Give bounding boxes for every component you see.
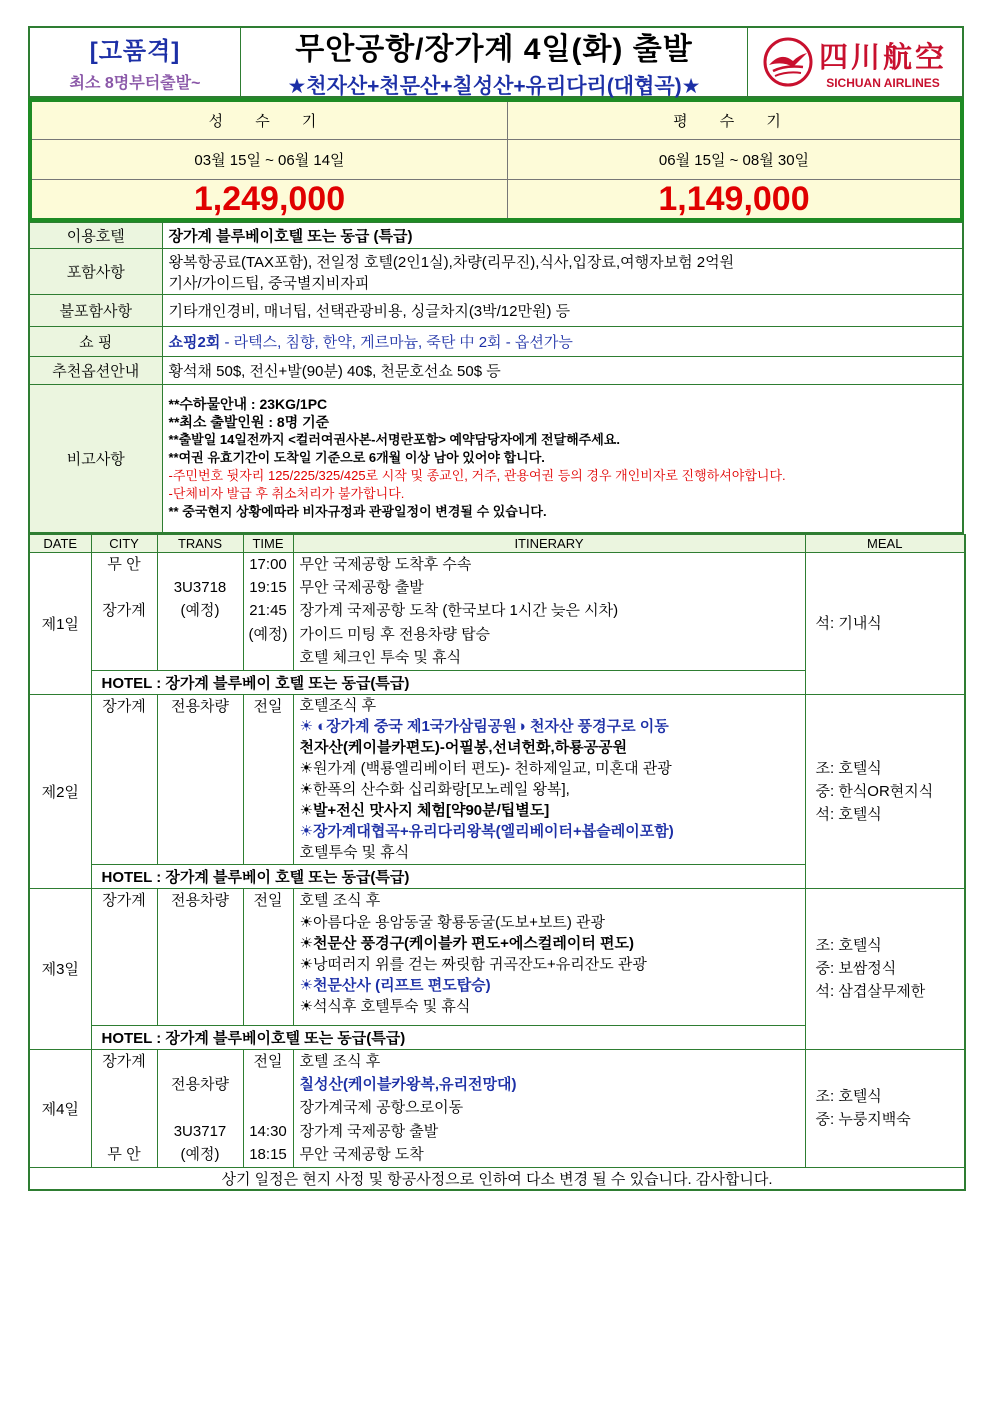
shopping-count: 쇼핑2회	[168, 334, 221, 351]
col-date: DATE	[29, 534, 91, 552]
day4-city-line: 장가계	[102, 1052, 146, 1070]
peak-season-price-cell	[32, 180, 508, 218]
day2-itinerary-line: 호텔조식 후	[299, 696, 377, 714]
day4-meal-line: 조: 호텔식	[815, 1088, 882, 1106]
day3-itinerary	[293, 888, 805, 1025]
brochure-header	[28, 26, 964, 98]
day2-itinerary-line: 천자산(케이블카편도)-어필봉,선녀헌화,하룡공공원	[299, 738, 628, 756]
shopping-label: 쇼 핑	[29, 327, 162, 357]
hotel-value: 장가계 블루베이호텔 또는 동급 (특급)	[162, 223, 963, 249]
off-season-price: 1,149,000	[658, 179, 810, 218]
notes-label: 비고사항	[29, 385, 162, 533]
premium-badge: [고품격]	[89, 38, 181, 65]
shopping-value	[162, 327, 963, 357]
sichuan-airlines-bird-icon	[763, 37, 813, 87]
day3-trans-line: 전용차량	[171, 891, 229, 909]
included-label: 포함사항	[29, 249, 162, 295]
off-season-period: 06월 15일 ~ 08월 30일	[508, 140, 960, 180]
peak-season-label-text: 성 수 기	[208, 113, 331, 130]
tour-title: 무안공항/장가계 4일(화) 출발	[295, 33, 693, 66]
day4-trans	[157, 1049, 243, 1167]
day3-itinerary-line: ☀아름다운 용암동굴 황룡동굴(도보+보트) 관광	[299, 913, 606, 931]
day4-time-line: 18:15	[249, 1146, 287, 1164]
day1-trans-line	[158, 553, 243, 576]
day3-city	[91, 888, 157, 1025]
excluded-row	[29, 295, 963, 327]
day1-itinerary-line: 호텔 체크인 투숙 및 휴식	[299, 649, 462, 667]
notes-row	[29, 385, 963, 533]
day1-meal	[805, 552, 965, 694]
day1-hotel: HOTEL : 장가계 블루베이 호텔 또는 동급(특급)	[91, 670, 805, 694]
day3-time-line: 전일	[253, 891, 283, 909]
day1-city-line: 무 안	[107, 555, 141, 573]
day4-meal-line: 중: 누룽지백숙	[815, 1111, 911, 1129]
day2-itinerary-line: ☀원가계 (백룡엘리베이터 편도)- 천하제일교, 미혼대 관광	[299, 759, 672, 777]
airline-name-en: SICHUAN AIRLINES	[826, 75, 940, 90]
day2-row	[29, 694, 965, 864]
day1-time-line: 19:15	[249, 578, 287, 596]
day4-city-line	[92, 1096, 157, 1119]
shopping-row	[29, 327, 963, 357]
day4-trans-line	[158, 1050, 243, 1073]
day2-city	[91, 694, 157, 864]
options-label: 추천옵션안내	[29, 357, 162, 385]
day3-itinerary-line: ☀천문산사 (리프트 편도탑승)	[299, 976, 491, 994]
peak-season-period: 03월 15일 ~ 06월 14일	[32, 140, 508, 180]
day2-itinerary-line: 호텔투숙 및 휴식	[299, 843, 410, 861]
day2-time-line: 전일	[253, 697, 283, 715]
footer-row	[29, 1167, 965, 1190]
day1-trans-line: 3U3718	[173, 578, 227, 596]
col-time: TIME	[243, 534, 293, 552]
options-row	[29, 357, 963, 385]
day1-city	[91, 552, 157, 670]
day1-itinerary-line: 무안 국제공항 도착후 수속	[299, 555, 472, 573]
day3-itinerary-line: 호텔 조식 후	[299, 891, 381, 909]
day4-label: 제4일	[29, 1049, 91, 1167]
day1-itinerary-line: 장가계 국제공항 도착 (한국보다 1시간 늦은 시차)	[299, 602, 619, 620]
day1-itinerary-line: 무안 국제공항 출발	[299, 578, 424, 596]
day4-trans-line	[158, 1096, 243, 1119]
off-season-label-text: 평 수 기	[673, 113, 795, 130]
day3-hotel: HOTEL : 장가계 블루베이호텔 또는 동급(특급)	[91, 1025, 805, 1049]
options-value: 황석채 50$, 전신+발(90분) 40$, 천문호선쇼 50$ 등	[162, 357, 963, 385]
price-table	[28, 98, 964, 222]
tour-info-table	[28, 222, 964, 534]
day2-meal-line: 조: 호텔식	[815, 759, 882, 777]
note-passport-validity: **여권 유효기간이 도착일 기준으로 6개월 이상 남아 있어야 합니다.	[168, 450, 545, 466]
excluded-value: 기타개인경비, 매너팁, 선택관광비용, 싱글차지(3박/12만원) 등	[162, 295, 963, 327]
day3-city-line: 장가계	[102, 891, 146, 909]
note-baggage: **수하물안내 : 23KG/1PC	[168, 396, 328, 413]
note-individual-visa: -주민번호 뒷자리 125/225/325/425로 시작 및 종교인, 거주, 관용여권 등의 경우 개인비자로 진행하셔야합니다.	[168, 468, 786, 484]
included-value	[162, 249, 963, 295]
day4-city	[91, 1049, 157, 1167]
airline-name-cn: 四川航空	[818, 39, 947, 74]
col-city: CITY	[91, 534, 157, 552]
day2-trans	[157, 694, 243, 864]
day1-time-line: (예정)	[248, 625, 288, 643]
day1-label: 제1일	[29, 552, 91, 694]
day4-itinerary-line: 장가계국제 공항으로이동	[299, 1099, 464, 1117]
day1-time-line: 21:45	[249, 602, 287, 620]
day2-trans-line: 전용차량	[171, 697, 229, 715]
peak-season-label	[32, 102, 508, 140]
itinerary-header-row	[29, 534, 965, 552]
day3-itinerary-line: ☀석식후 호텔투숙 및 휴식	[299, 997, 471, 1015]
included-row	[29, 249, 963, 295]
day4-itinerary-line: 칠성산(케이블카왕복,유리전망대)	[299, 1075, 517, 1093]
day1-row	[29, 552, 965, 670]
excluded-label: 불포함사항	[29, 295, 162, 327]
day3-itinerary-line: ☀천문산 풍경구(케이블카 편도+에스컬레이터 편도)	[299, 934, 635, 952]
day3-meal-line: 중: 보쌈정식	[815, 960, 897, 978]
hotel-row	[29, 223, 963, 249]
day3-time	[243, 888, 293, 1025]
day4-time-line: 전일	[253, 1052, 283, 1070]
day1-time-line: 17:00	[249, 555, 287, 573]
day4-itinerary-line: 호텔 조식 후	[299, 1052, 381, 1070]
day1-meal-line: 석: 기내식	[815, 614, 882, 632]
day1-itinerary-line: 가이드 미팅 후 전용차량 탑승	[299, 625, 491, 643]
day2-meal	[805, 694, 965, 888]
day4-city-line: 무 안	[107, 1146, 141, 1164]
day4-city-line	[92, 1073, 157, 1096]
header-left	[30, 28, 241, 96]
peak-season-price: 1,249,000	[193, 179, 346, 218]
off-season-price-cell	[508, 180, 960, 218]
day3-meal	[805, 888, 965, 1049]
day4-meal	[805, 1049, 965, 1167]
day3-label: 제3일	[29, 888, 91, 1049]
day2-hotel: HOTEL : 장가계 블루베이 호텔 또는 동급(특급)	[91, 864, 805, 888]
hotel-label: 이용호텔	[29, 223, 162, 249]
itinerary-table	[28, 534, 966, 1191]
day1-city-line: 장가계	[102, 602, 146, 620]
note-min-people: **최소 출발인원 : 8명 기준	[168, 414, 330, 431]
day2-city-line: 장가계	[102, 697, 146, 715]
day1-trans-line: (예정)	[180, 602, 220, 620]
day2-itinerary-line: ☀발+전신 맛사지 체험[약90분/팁별도]	[299, 801, 550, 819]
day2-itinerary	[293, 694, 805, 864]
day4-trans-line: (예정)	[180, 1146, 220, 1164]
footer-note: 상기 일정은 현지 사정 및 항공사정으로 인하여 다소 변경 될 수 있습니다. 감사합니다.	[29, 1167, 965, 1190]
header-center	[241, 28, 748, 96]
shopping-items: - 라텍스, 침향, 한약, 게르마늄, 죽탄 中 2회 - 옵션가능	[220, 334, 573, 351]
airline-logo-text	[819, 35, 947, 90]
airline-logo	[748, 28, 962, 96]
col-trans: TRANS	[157, 534, 243, 552]
day4-itinerary-line: 무안 국제공항 도착	[299, 1146, 424, 1164]
day4-itinerary-line: 장가계 국제공항 출발	[299, 1122, 439, 1140]
note-group-visa: -단체비자 발급 후 취소처리가 불가합니다.	[168, 486, 405, 502]
note-passport-copy: **출발일 14일전까지 <컬러여권사본-서명란포함> 예약담당자에게 전달해주세요.	[168, 432, 620, 448]
day4-time-line: 14:30	[249, 1122, 287, 1140]
col-itinerary: ITINERARY	[293, 534, 805, 552]
day1-trans	[157, 552, 243, 670]
off-season-label	[508, 102, 960, 140]
day1-time	[243, 552, 293, 670]
day1-itinerary	[293, 552, 805, 670]
day4-city-line	[92, 1120, 157, 1143]
day4-itinerary	[293, 1049, 805, 1167]
included-line-2: 기사/가이드팁, 중국별지비자피	[168, 274, 370, 292]
day4-time	[243, 1049, 293, 1167]
note-policy-change: ** 중국현지 상황에따라 비자규정과 관광일정이 변경될 수 있습니다.	[168, 504, 547, 520]
day1-city-line	[92, 576, 157, 599]
day3-meal-line: 석: 삼겹살무제한	[815, 983, 926, 1001]
tour-subtitle: ★천자산+천문산+칠성산+유리다리(대협곡)★	[287, 75, 701, 98]
day4-trans-line: 전용차량	[171, 1075, 229, 1093]
notes-value	[162, 385, 963, 533]
tour-brochure	[28, 26, 964, 1191]
col-meal: MEAL	[805, 534, 965, 552]
day3-row	[29, 888, 965, 1025]
day2-meal-line: 석: 호텔식	[815, 805, 882, 823]
min-departure-note: 최소 8명부터출발~	[69, 75, 201, 92]
day3-meal-line: 조: 호텔식	[815, 937, 882, 955]
day3-trans	[157, 888, 243, 1025]
day2-time	[243, 694, 293, 864]
day2-itinerary-line: ☀한폭의 산수화 십리화랑[모노레일 왕복],	[299, 780, 570, 798]
day4-trans-line: 3U3717	[173, 1122, 227, 1140]
day2-label: 제2일	[29, 694, 91, 888]
day3-itinerary-line: ☀낭떠러지 위를 걷는 짜릿함 귀곡잔도+유리잔도 관광	[299, 955, 647, 973]
day4-time-line	[244, 1096, 293, 1119]
day2-itinerary-line: ☀장가계대협곡+유리다리왕복(엘리베이터+봅슬레이포함)	[299, 822, 674, 840]
day2-itinerary-line: ☀ ◐장가계 중국 제1국가삼림공원◑ 천자산 풍경구로 이동	[299, 717, 669, 735]
day4-time-line	[244, 1073, 293, 1096]
included-line-1: 왕복항공료(TAX포함), 전일정 호텔(2인1실),차량(리무진),식사,입장료,여행자보험 2억원	[168, 253, 735, 271]
day4-row	[29, 1049, 965, 1167]
day2-meal-line: 중: 한식OR현지식	[815, 782, 934, 800]
